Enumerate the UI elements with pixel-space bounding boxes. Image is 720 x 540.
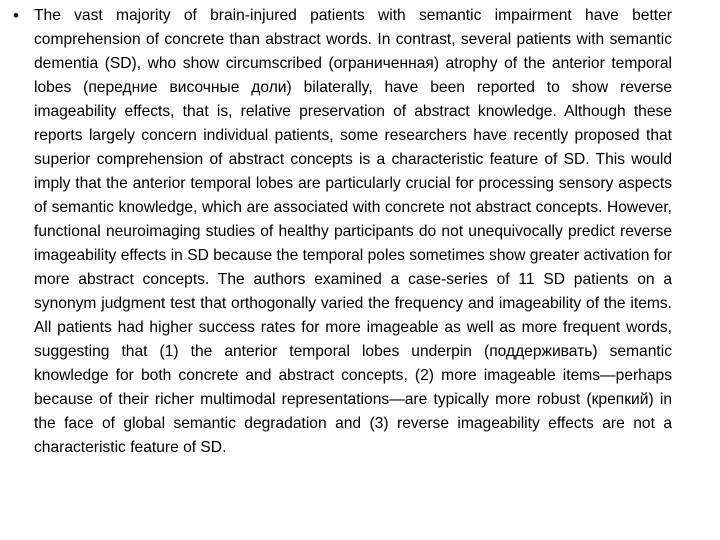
- bullet-marker: •: [13, 6, 19, 25]
- body-paragraph: The vast majority of brain-injured patients with semantic impairment have better comprehension of concrete than abstract words. In contrast, several patients with semantic dementia (SD), who show circumscribed (ограниченная) atrophy of the anterior temporal lobes (передние височные доли) bilaterally, have been reported to show reverse imageability effects, that is, relative preservation of abstract knowledge. Although these reports largely concern individual patients, some researchers have recently proposed that superior comprehension of abstract concepts is a characteristic feature of SD. This would imply that the anterior temporal lobes are particularly crucial for processing sensory aspects of semantic knowledge, which are associated with concrete not abstract concepts. However, functional neuroimaging studies of healthy participants do not unequivocally predict reverse imageability effects in SD because the temporal poles sometimes show greater activation for more abstract concepts. The authors examined a case-series of 11 SD patients on a synonym judgment test that orthogonally varied the frequency and imageability of the items. All patients had higher success rates for more imageable as well as more frequent words, suggesting that (1) the anterior temporal lobes underpin (поддерживать) semantic knowledge for both concrete and abstract concepts, (2) more imageable items—perhaps because of their richer multimodal representations—are typically more robust (крепкий) in the face of global semantic degradation and (3) reverse imageability effects are not a characteristic feature of SD.: [34, 7, 672, 456]
